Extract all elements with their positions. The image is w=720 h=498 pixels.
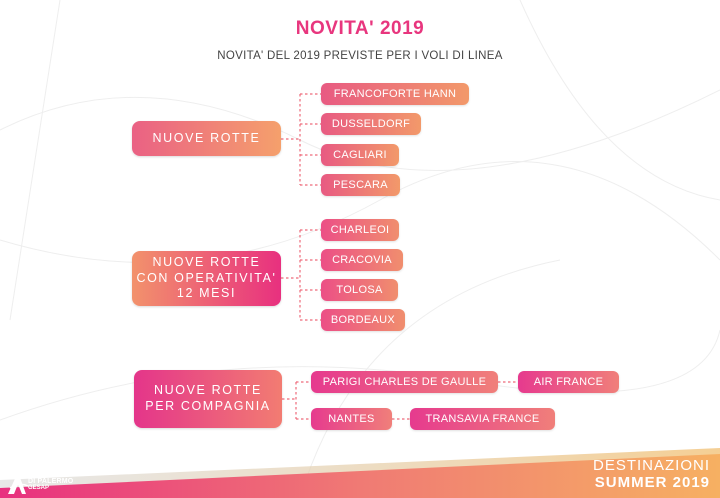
category-nuove-rotte [132,121,281,156]
route-label: TOLOSA [336,284,383,296]
logo-brand: GESAP [28,485,50,491]
route-cagliari [321,144,399,166]
route-francoforte-hann [321,83,469,105]
route-nantes [311,408,392,430]
route-dusseldorf [321,113,421,135]
category-label-line1: NUOVE ROTTE [152,255,261,270]
airport-logo-text [28,470,75,485]
page-title: NOVITA' 2019 [295,18,425,39]
route-label: CAGLIARI [333,149,387,161]
category-nuove-rotte-per-compagnia [134,370,282,428]
footer-season: SUMMER 2019 [594,474,710,491]
airline-label: TRANSAVIA FRANCE [425,413,540,425]
airline-transavia-france [410,408,555,430]
route-label: CRACOVIA [332,254,392,266]
page-subtitle: NOVITA' DEL 2019 PREVISTE PER I VOLI DI LINEA [217,50,503,62]
route-label: DUSSELDORF [331,118,411,130]
route-label: FRANCOFORTE HANN [333,88,457,100]
route-tolosa [321,279,398,301]
route-label: PARIGI CHARLES DE GAULLE [322,376,487,388]
route-parigi-charles-de-gaulle [311,371,498,393]
footer-destinazioni: DESTINAZIONI [592,457,710,474]
logo-line1: AEROPORTO [28,470,75,477]
route-label: NANTES [328,413,375,425]
category-label-line1: NUOVE ROTTE [154,383,262,398]
category-nuove-rotte-12-mesi [132,251,281,306]
route-label: PESCARA [333,179,388,191]
logo-line2: DI PALERMO [28,477,74,485]
category-label-line2: PER COMPAGNIA [145,399,271,413]
route-label: CHARLEOI [330,224,390,236]
airline-air-france [518,371,619,393]
route-charleoi [321,219,399,241]
route-label: BORDEAUX [330,314,396,326]
route-bordeaux [321,309,405,331]
route-cracovia [321,249,403,271]
category-label-line2: CON OPERATIVITA' [136,270,277,285]
category-label: NUOVE ROTTE [152,130,261,145]
airline-label: AIR FRANCE [533,376,604,388]
route-pescara [321,174,400,196]
category-label-line3: 12 MESI [176,286,237,301]
